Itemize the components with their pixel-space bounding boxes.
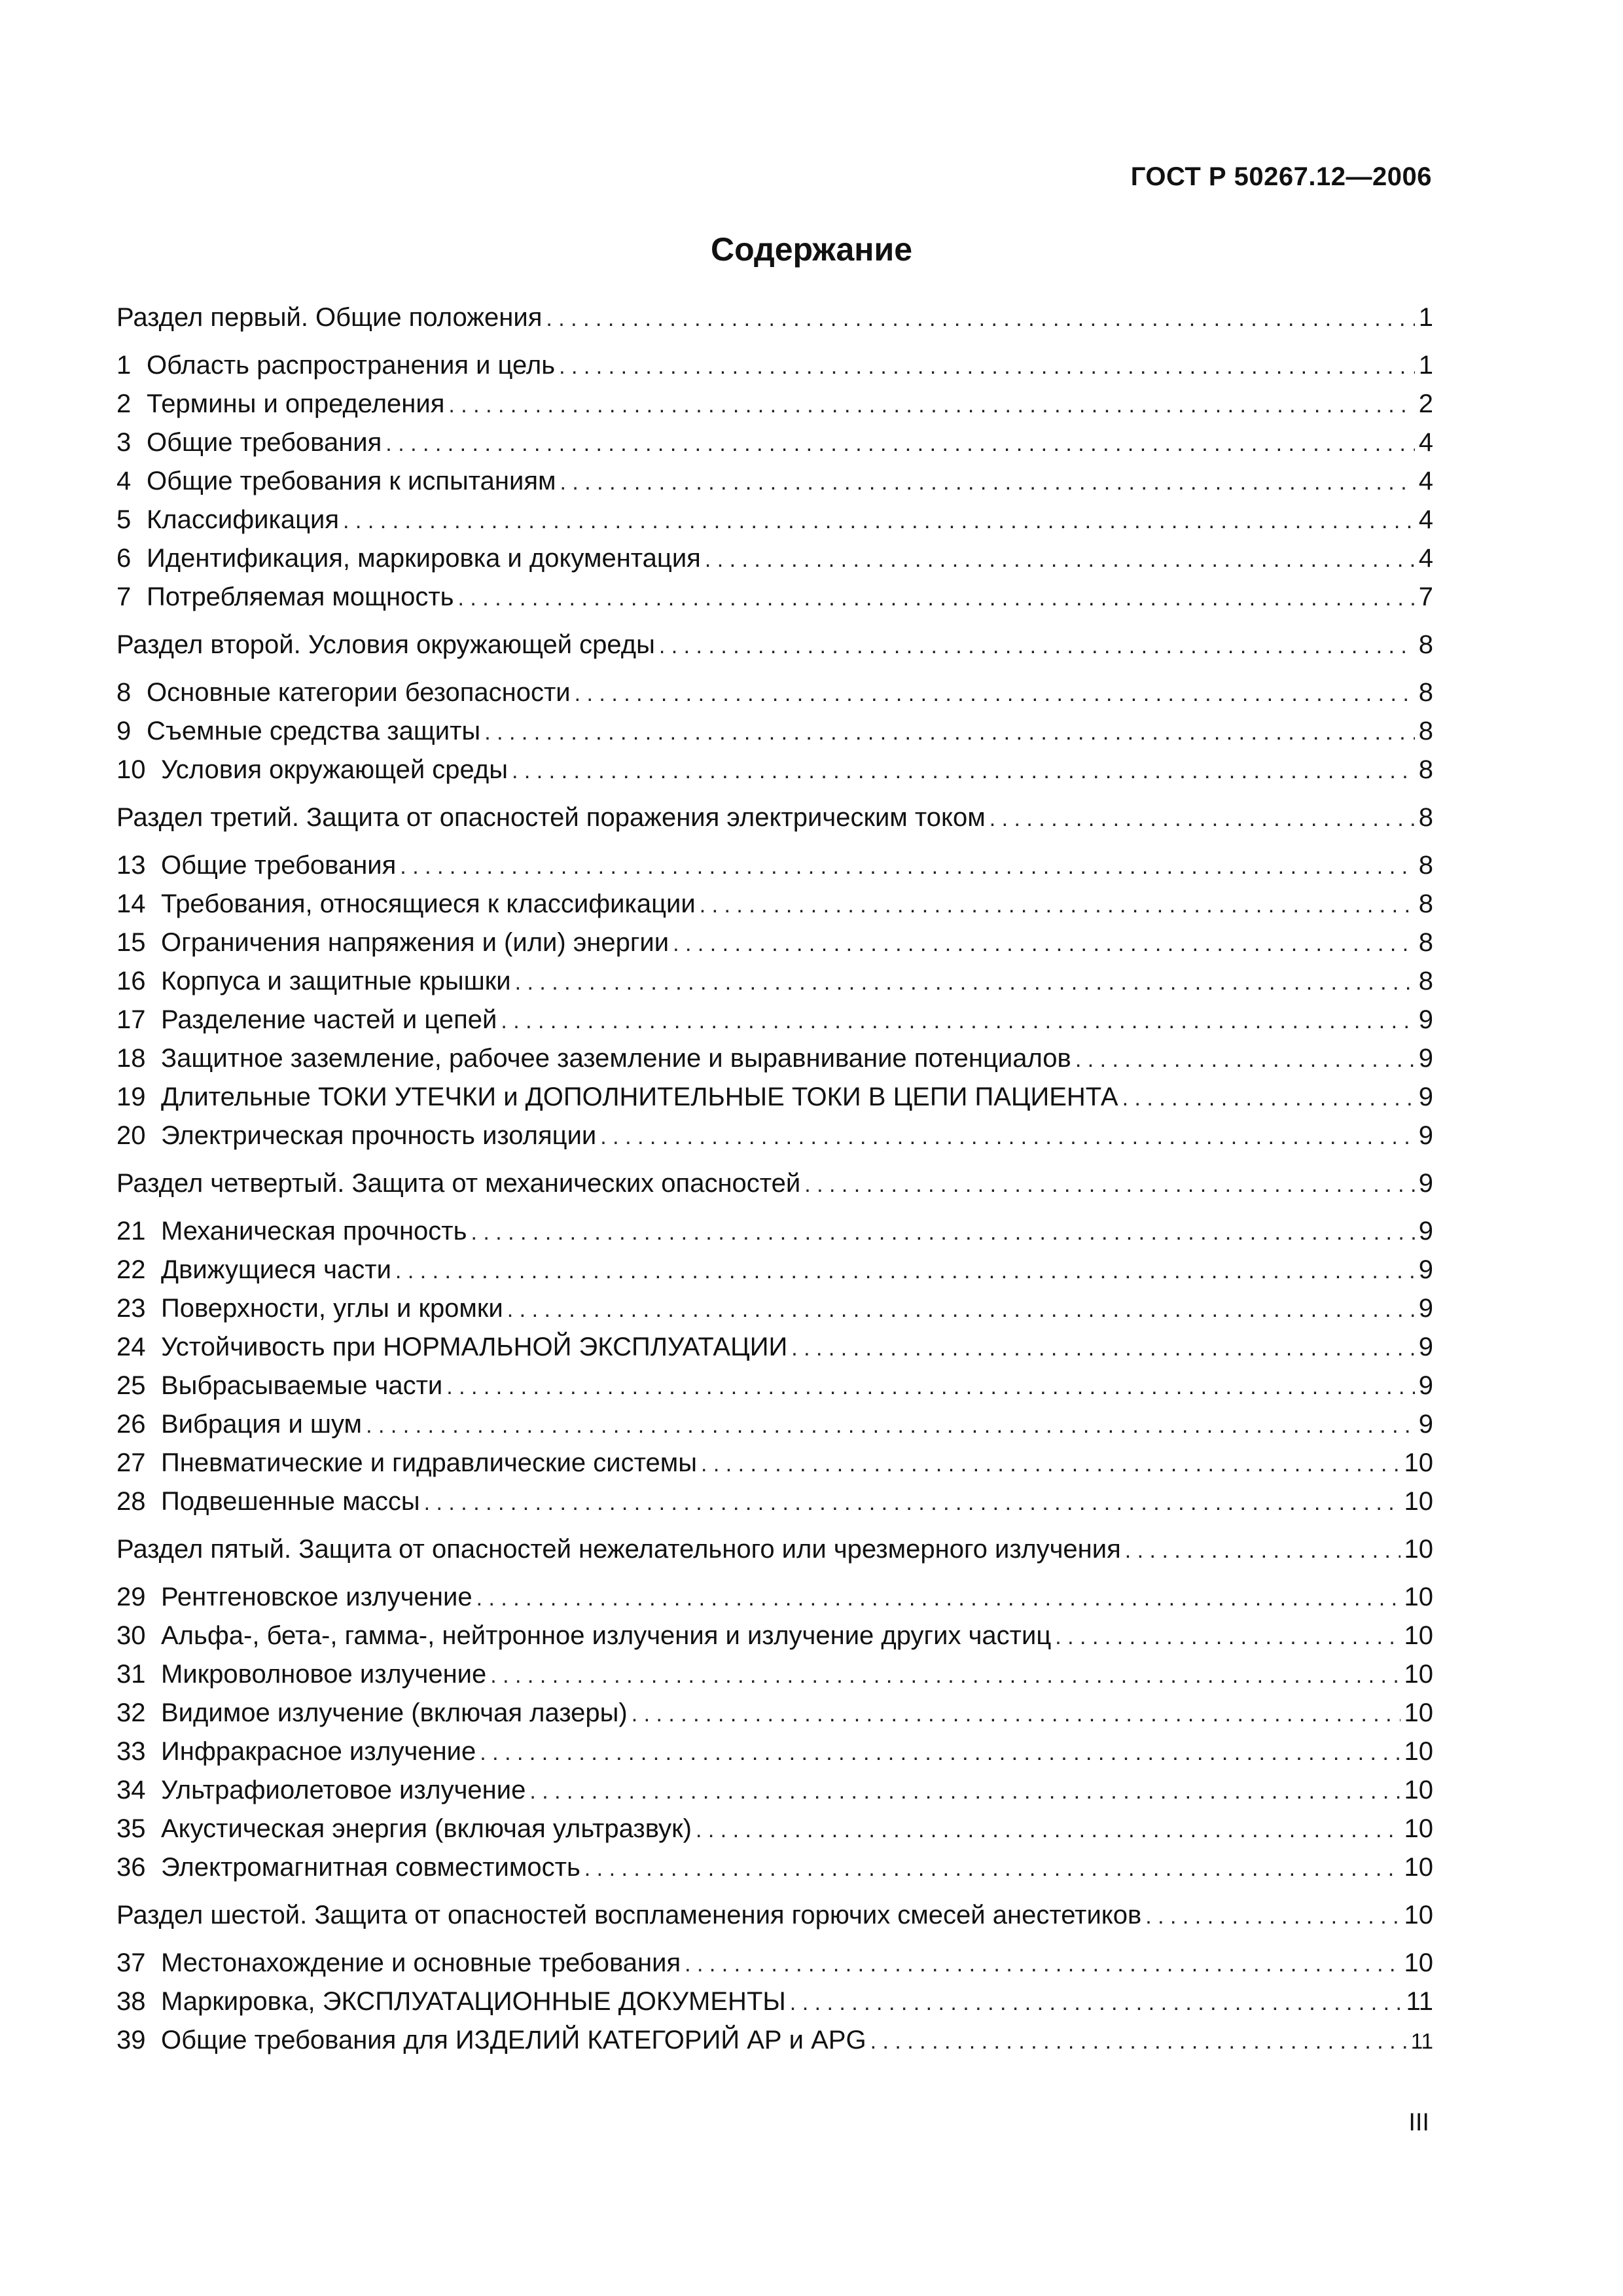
toc-page-number: 8 [1418, 803, 1433, 832]
toc-item-number: 26 [116, 1410, 146, 1439]
toc-item-number: 30 [116, 1621, 146, 1650]
dot-leader [1075, 1041, 1415, 1079]
dot-leader [659, 627, 1415, 666]
dot-leader [870, 2022, 1407, 2061]
toc-item-number: 32 [116, 1698, 146, 1727]
toc-page-number: 4 [1418, 467, 1433, 495]
toc-item-number: 13 [116, 851, 146, 880]
toc-item-row [116, 1771, 1433, 1810]
toc-item-row [116, 1039, 1433, 1078]
toc-section-row [116, 1164, 1433, 1203]
toc-item-title: Общие требования [161, 851, 397, 880]
dot-leader [458, 579, 1415, 618]
toc-item-number: 18 [116, 1044, 146, 1073]
toc-item-row [116, 1944, 1433, 1982]
toc-section-title: Раздел пятый. Защита от опасностей нежелательного или чрезмерного излучения [116, 1535, 1121, 1564]
toc-page-number: 10 [1404, 1448, 1433, 1477]
toc-item-number: 1 [116, 351, 132, 380]
toc-page-number: 9 [1418, 1121, 1433, 1150]
toc-item-number: 34 [116, 1776, 146, 1804]
toc-item-number: 3 [116, 428, 132, 457]
dot-leader [507, 1291, 1415, 1329]
toc-item-number: 9 [116, 717, 132, 745]
toc-item-title: Длительные ТОКИ УТЕЧКИ и ДОПОЛНИТЕЛЬНЫЕ ТОКИ В ЦЕПИ ПАЦИЕНТА [161, 1083, 1118, 1111]
toc-item-title: Общие требования для ИЗДЕЛИЙ КАТЕГОРИЙ АР и APG [161, 2026, 866, 2054]
toc-section-title: Раздел третий. Защита от опасностей поражения электрическим током [116, 803, 986, 832]
toc-item-row [116, 924, 1433, 962]
toc-item-row [116, 1212, 1433, 1251]
dot-leader [476, 1579, 1400, 1618]
dot-leader [385, 425, 1414, 463]
dot-leader [1122, 1079, 1415, 1118]
dot-leader [471, 1213, 1414, 1252]
toc-page-number: 9 [1418, 1255, 1433, 1284]
toc-section-row [116, 1530, 1433, 1569]
toc-page-number: 10 [1404, 1737, 1433, 1766]
toc-page-number: 7 [1418, 583, 1433, 611]
toc-item-row [116, 1482, 1433, 1521]
toc-page-number: 8 [1418, 630, 1433, 659]
toc-item-row [116, 1982, 1433, 2021]
dot-leader [790, 1984, 1402, 2022]
dot-leader [490, 1657, 1400, 1695]
toc-item-title: Маркировка, ЭКСПЛУАТАЦИОННЫЕ ДОКУМЕНТЫ [161, 1987, 786, 2016]
toc-item-row [116, 1405, 1433, 1444]
toc-item-row [116, 501, 1433, 539]
dot-leader [480, 1734, 1400, 1772]
toc-item-row [116, 1117, 1433, 1155]
toc-item-row [116, 578, 1433, 617]
dot-leader [484, 713, 1415, 752]
toc-item-number: 39 [116, 2026, 146, 2054]
toc-section-row [116, 798, 1433, 837]
document-number: ГОСТ Р 50267.12—2006 [1130, 162, 1432, 191]
toc-page-number: 9 [1418, 1410, 1433, 1439]
toc-page-number: 11 [1410, 2029, 1433, 2053]
toc-section-row [116, 1896, 1433, 1935]
page-number: III [1408, 2109, 1429, 2136]
toc-item-title: Условия окружающей среды [161, 755, 508, 784]
toc-page-number: 10 [1404, 1814, 1433, 1843]
toc-item-title: Поверхности, углы и кромки [161, 1294, 503, 1323]
toc-item-title: Микроволновое излучение [161, 1660, 487, 1689]
toc-section-title: Раздел шестой. Защита от опасностей воспламенения горючих смесей анестетиков [116, 1901, 1142, 1929]
toc-item-number: 35 [116, 1814, 146, 1843]
toc-item-number: 21 [116, 1217, 146, 1246]
toc-item-title: Термины и определения [147, 389, 445, 418]
toc-item-title: Ограничения напряжения и (или) энергии [161, 928, 669, 957]
toc-item-title: Подвешенные массы [161, 1487, 420, 1516]
dot-leader [366, 1407, 1415, 1445]
toc-item-title: Корпуса и защитные крышки [161, 967, 511, 996]
toc-item-title: Альфа-, бета-, гамма-, нейтронное излучения и излучение других частиц [161, 1621, 1052, 1650]
dot-leader [448, 386, 1414, 425]
toc-item-number: 29 [116, 1583, 146, 1611]
toc-page-number: 8 [1418, 717, 1433, 745]
toc-item-number: 23 [116, 1294, 146, 1323]
dot-leader [990, 800, 1415, 838]
toc-page-number: 10 [1404, 1660, 1433, 1689]
toc-page-number: 10 [1404, 1776, 1433, 1804]
toc-item-number: 38 [116, 1987, 146, 2016]
dot-leader [696, 1811, 1400, 1850]
toc-item-row [116, 539, 1433, 578]
toc-page-number: 9 [1418, 1005, 1433, 1034]
dot-leader [343, 502, 1415, 541]
toc-item-number: 24 [116, 1333, 146, 1361]
dot-leader [700, 886, 1415, 925]
dot-leader [1145, 1897, 1400, 1936]
toc-item-number: 4 [116, 467, 132, 495]
toc-item-number: 5 [116, 505, 132, 534]
toc-page-number: 8 [1418, 928, 1433, 957]
dot-leader [1125, 1532, 1400, 1570]
toc-item-title: Ультрафиолетовое излучение [161, 1776, 526, 1804]
dot-leader [560, 463, 1415, 502]
toc-item-title: Основные категории безопасности [147, 678, 571, 707]
toc-item-row [116, 1578, 1433, 1617]
toc-item-number: 22 [116, 1255, 146, 1284]
toc-item-row [116, 1655, 1433, 1694]
toc-item-title: Рентгеновское излучение [161, 1583, 473, 1611]
toc-item-number: 7 [116, 583, 132, 611]
dot-leader [584, 1850, 1400, 1888]
toc-item-title: Движущиеся части [161, 1255, 391, 1284]
toc-section-title: Раздел четвертый. Защита от механических опасностей [116, 1169, 801, 1198]
toc-page-number: 8 [1418, 678, 1433, 707]
toc-page-number: 1 [1418, 351, 1433, 380]
toc-page-number: 9 [1418, 1333, 1433, 1361]
toc-page-number: 9 [1418, 1217, 1433, 1246]
toc-item-title: Идентификация, маркировка и документация [147, 544, 701, 573]
toc-item-number: 6 [116, 544, 132, 573]
toc-item-number: 25 [116, 1371, 146, 1400]
toc-item-title: Съемные средства защиты [147, 717, 481, 745]
toc-item-title: Механическая прочность [161, 1217, 467, 1246]
toc-item-row [116, 1289, 1433, 1328]
toc-item-number: 31 [116, 1660, 146, 1689]
dot-leader [395, 1252, 1415, 1291]
toc-item-row [116, 1810, 1433, 1848]
toc-item-title: Электромагнитная совместимость [161, 1853, 580, 1882]
toc-section-row [116, 298, 1433, 337]
dot-leader [575, 675, 1415, 713]
toc-section-row [116, 626, 1433, 664]
toc-item-title: Устойчивость при НОРМАЛЬНОЙ ЭКСПЛУАТАЦИИ [161, 1333, 788, 1361]
toc-page-number: 9 [1418, 1044, 1433, 1073]
toc-item-row [116, 462, 1433, 501]
toc-item-row [116, 962, 1433, 1001]
dot-leader [701, 1445, 1400, 1484]
toc-item-number: 28 [116, 1487, 146, 1516]
toc-page-number: 9 [1418, 1371, 1433, 1400]
toc-page-number: 8 [1418, 755, 1433, 784]
toc-page-number: 9 [1418, 1294, 1433, 1323]
dot-leader [804, 1166, 1415, 1204]
toc-item-title: Разделение частей и цепей [161, 1005, 497, 1034]
toc-page-number: 8 [1418, 889, 1433, 918]
dot-leader [400, 848, 1414, 886]
toc-page-number: 4 [1418, 505, 1433, 534]
toc-item-title: Общие требования [147, 428, 382, 457]
toc-item-row [116, 1848, 1433, 1887]
toc-item-number: 20 [116, 1121, 146, 1150]
toc-page-number: 10 [1404, 1698, 1433, 1727]
toc-item-title: Вибрация и шум [161, 1410, 363, 1439]
dot-leader [424, 1484, 1400, 1522]
toc-item-number: 2 [116, 389, 132, 418]
toc-item-row [116, 712, 1433, 751]
dot-leader [546, 300, 1414, 338]
table-of-contents [116, 298, 1433, 2060]
toc-page-number: 1 [1418, 303, 1433, 332]
dot-leader [705, 541, 1415, 579]
dot-leader [559, 348, 1415, 386]
toc-page-number: 9 [1418, 1169, 1433, 1198]
dot-leader [791, 1329, 1415, 1368]
toc-page-number: 2 [1418, 389, 1433, 418]
toc-item-title: Потребляемая мощность [147, 583, 454, 611]
page-title: Содержание [710, 231, 913, 268]
toc-section-title: Раздел первый. Общие положения [116, 303, 543, 332]
dot-leader [1055, 1618, 1400, 1657]
toc-item-title: Требования, относящиеся к классификации [161, 889, 696, 918]
dot-leader [512, 752, 1415, 791]
toc-page-number: 10 [1404, 1853, 1433, 1882]
toc-item-number: 37 [116, 1948, 146, 1977]
toc-item-row [116, 1001, 1433, 1039]
toc-item-title: Пневматические и гидравлические системы [161, 1448, 697, 1477]
toc-page-number: 8 [1418, 851, 1433, 880]
toc-item-number: 19 [116, 1083, 146, 1111]
toc-item-row [116, 846, 1433, 885]
toc-page-number: 4 [1418, 428, 1433, 457]
toc-item-row [116, 1617, 1433, 1655]
dot-leader [446, 1368, 1415, 1407]
dot-leader [673, 925, 1415, 963]
toc-item-row [116, 885, 1433, 924]
toc-item-row [116, 2021, 1433, 2060]
toc-item-number: 10 [116, 755, 146, 784]
toc-page-number: 10 [1404, 1535, 1433, 1564]
toc-item-row [116, 1328, 1433, 1367]
toc-page-number: 10 [1404, 1948, 1433, 1977]
toc-item-row [116, 1078, 1433, 1117]
toc-item-number: 16 [116, 967, 146, 996]
toc-item-number: 17 [116, 1005, 146, 1034]
toc-item-row [116, 1732, 1433, 1771]
toc-item-row [116, 423, 1433, 462]
toc-item-row [116, 751, 1433, 789]
dot-leader [632, 1695, 1400, 1734]
toc-item-title: Защитное заземление, рабочее заземление и выравнивание потенциалов [161, 1044, 1071, 1073]
toc-page-number: 9 [1418, 1083, 1433, 1111]
toc-item-number: 14 [116, 889, 146, 918]
toc-item-title: Местонахождение и основные требования [161, 1948, 681, 1977]
toc-item-title: Акустическая энергия (включая ультразвук) [161, 1814, 692, 1843]
dot-leader [501, 1002, 1414, 1041]
dot-leader [515, 963, 1415, 1002]
toc-page-number: 4 [1418, 544, 1433, 573]
toc-item-number: 8 [116, 678, 132, 707]
toc-page-number: 10 [1404, 1901, 1433, 1929]
toc-item-row [116, 1694, 1433, 1732]
toc-item-title: Инфракрасное излучение [161, 1737, 476, 1766]
dot-leader [685, 1945, 1400, 1984]
toc-item-number: 15 [116, 928, 146, 957]
toc-page-number: 10 [1404, 1621, 1433, 1650]
toc-page-number: 10 [1404, 1487, 1433, 1516]
toc-item-row [116, 673, 1433, 712]
dot-leader [600, 1118, 1414, 1157]
toc-item-row [116, 385, 1433, 423]
dot-leader [529, 1772, 1400, 1811]
toc-item-number: 36 [116, 1853, 146, 1882]
toc-item-row [116, 1251, 1433, 1289]
toc-item-row [116, 346, 1433, 385]
toc-page-number: 10 [1404, 1583, 1433, 1611]
toc-item-number: 27 [116, 1448, 146, 1477]
toc-item-title: Классификация [147, 505, 340, 534]
toc-page-number: 11 [1406, 1987, 1433, 2016]
toc-item-title: Видимое излучение (включая лазеры) [161, 1698, 628, 1727]
toc-item-number: 33 [116, 1737, 146, 1766]
toc-section-title: Раздел второй. Условия окружающей среды [116, 630, 655, 659]
toc-item-title: Область распространения и цель [147, 351, 556, 380]
toc-item-title: Общие требования к испытаниям [147, 467, 556, 495]
toc-item-row [116, 1444, 1433, 1482]
toc-page-number: 8 [1418, 967, 1433, 996]
toc-item-title: Электрическая прочность изоляции [161, 1121, 597, 1150]
toc-item-row [116, 1367, 1433, 1405]
toc-item-title: Выбрасываемые части [161, 1371, 443, 1400]
